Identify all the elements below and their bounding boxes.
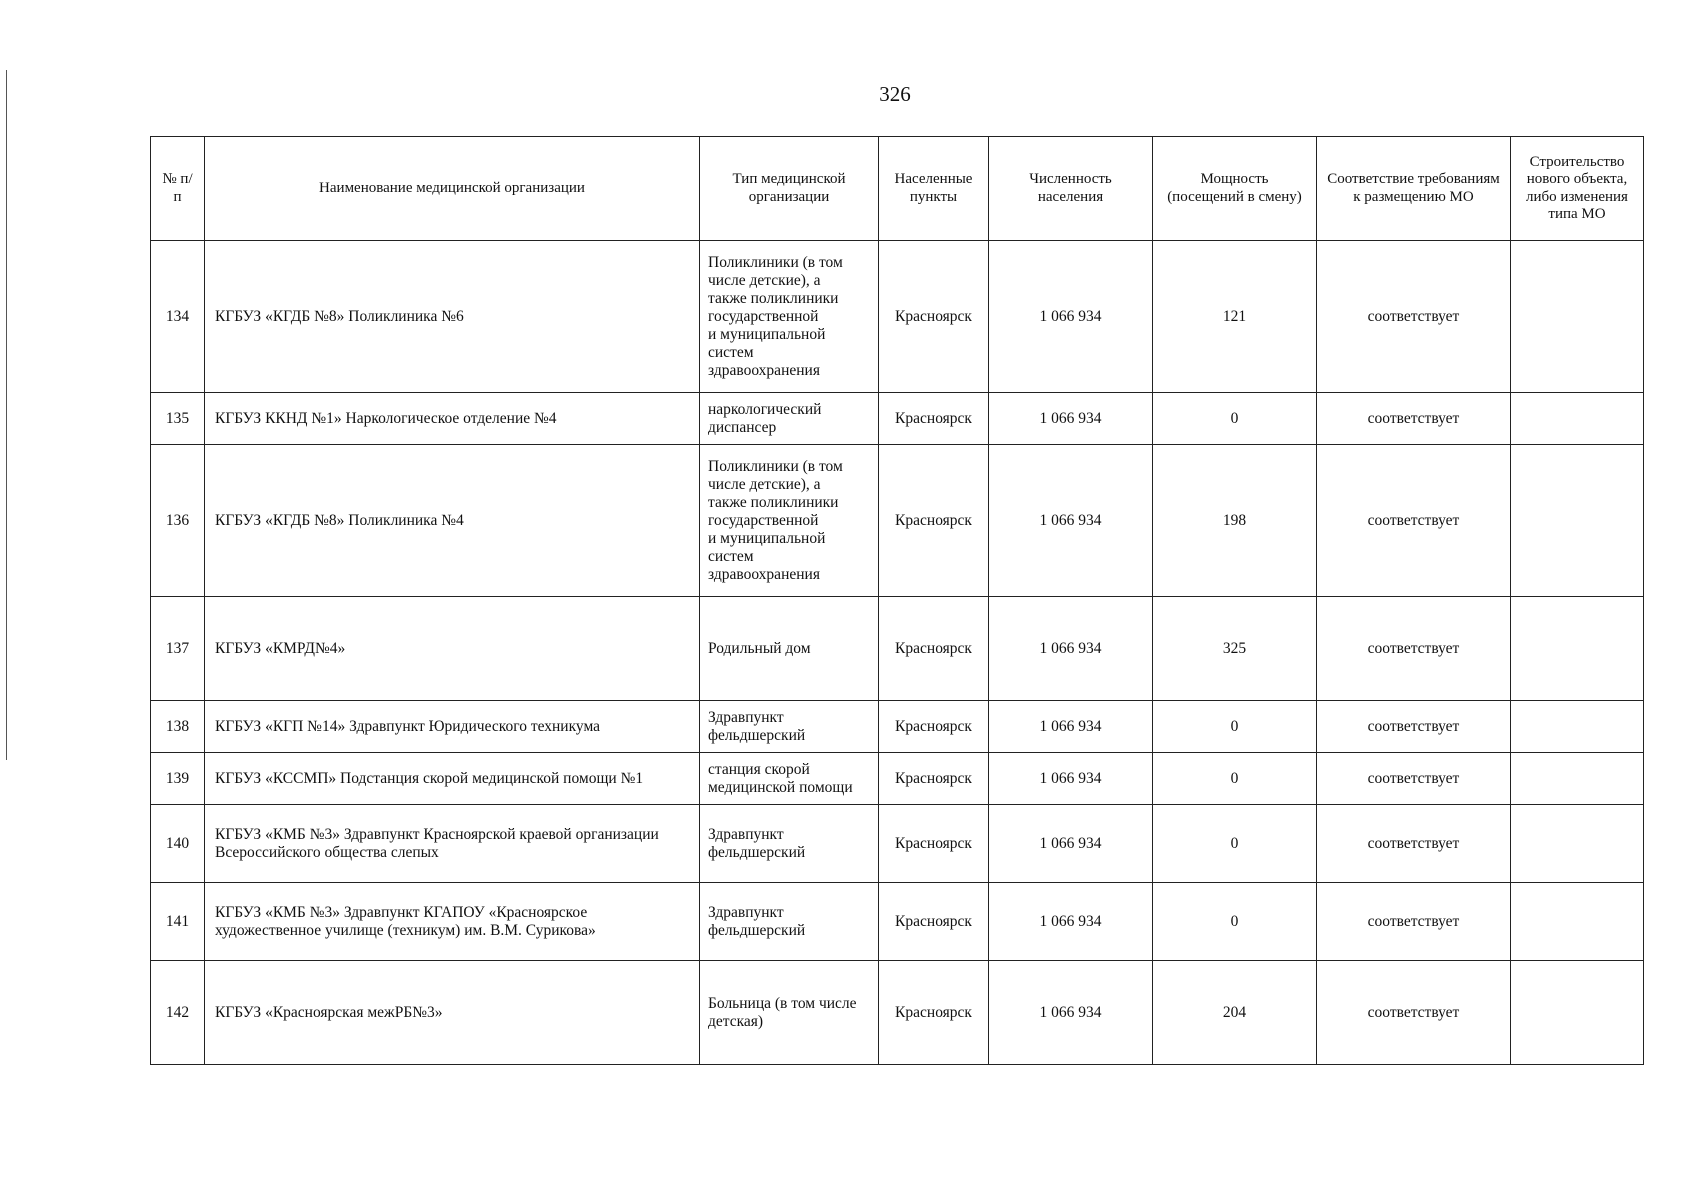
organization-type	[700, 393, 879, 445]
organization-type-line: фельдшерский	[708, 843, 806, 861]
header-name: Наименование медицинской организации	[205, 137, 700, 241]
organization-name: КГБУЗ «КССМП» Подстанция скорой медицинской помощи №1	[205, 753, 700, 805]
organization-type-line: Родильный дом	[708, 639, 811, 657]
table-row	[151, 241, 1644, 393]
header-row	[151, 137, 1644, 241]
organization-type	[700, 241, 879, 393]
settlement: Красноярск	[879, 805, 989, 883]
compliance: соответствует	[1317, 805, 1511, 883]
row-number: 139	[151, 753, 205, 805]
construction	[1511, 393, 1644, 445]
capacity: 325	[1153, 597, 1317, 701]
organization-name: КГБУЗ «КМБ №3» Здравпункт Красноярской краевой организации Всероссийского общества слепых	[205, 805, 700, 883]
table-row	[151, 701, 1644, 753]
organization-type-line: Поликлиники (в том	[708, 457, 843, 475]
construction	[1511, 753, 1644, 805]
row-number: 141	[151, 883, 205, 961]
organization-type-line: Здравпункт	[708, 708, 784, 726]
organization-type	[700, 445, 879, 597]
organization-name: КГБУЗ «КГДБ №8» Поликлиника №4	[205, 445, 700, 597]
population: 1 066 934	[989, 883, 1153, 961]
header-settlements: Населенные пункты	[879, 137, 989, 241]
table-row	[151, 805, 1644, 883]
organization-type-line: детская)	[708, 1012, 764, 1030]
population: 1 066 934	[989, 753, 1153, 805]
organization-type-line: и муниципальной	[708, 325, 826, 343]
construction	[1511, 241, 1644, 393]
capacity: 121	[1153, 241, 1317, 393]
compliance: соответствует	[1317, 241, 1511, 393]
organization-type-line: Здравпункт	[708, 825, 784, 843]
row-number: 137	[151, 597, 205, 701]
row-number: 138	[151, 701, 205, 753]
organization-type-line: Больница (в том числе	[708, 994, 857, 1012]
organization-type-line: наркологический	[708, 400, 822, 418]
organization-type-line: числе детские), а	[708, 475, 821, 493]
organization-type-line: станция скорой	[708, 760, 810, 778]
construction	[1511, 701, 1644, 753]
organization-type-line: числе детские), а	[708, 271, 821, 289]
settlement: Красноярск	[879, 445, 989, 597]
organization-name: КГБУЗ «КГП №14» Здравпункт Юридического техникума	[205, 701, 700, 753]
organization-type	[700, 805, 879, 883]
settlement: Красноярск	[879, 393, 989, 445]
construction	[1511, 805, 1644, 883]
header-type: Тип медицинской организации	[700, 137, 879, 241]
compliance: соответствует	[1317, 961, 1511, 1065]
header-population: Численность населения	[989, 137, 1153, 241]
organization-type-line: медицинской помощи	[708, 778, 853, 796]
capacity: 0	[1153, 753, 1317, 805]
organization-name: КГБУЗ «КМРД№4»	[205, 597, 700, 701]
row-number: 134	[151, 241, 205, 393]
organization-type-line: государственной	[708, 511, 819, 529]
organization-type	[700, 753, 879, 805]
compliance: соответствует	[1317, 445, 1511, 597]
compliance: соответствует	[1317, 597, 1511, 701]
compliance: соответствует	[1317, 393, 1511, 445]
organization-type-line: фельдшерский	[708, 921, 806, 939]
row-number: 136	[151, 445, 205, 597]
settlement: Красноярск	[879, 961, 989, 1065]
organization-type-line: здравоохранения	[708, 361, 820, 379]
organization-type-line: и муниципальной	[708, 529, 826, 547]
organization-name: КГБУЗ «КМБ №3» Здравпункт КГАПОУ «Красноярское художественное училище (техникум) им. В.М. Сурикова»	[205, 883, 700, 961]
construction	[1511, 883, 1644, 961]
settlement: Красноярск	[879, 753, 989, 805]
settlement: Красноярск	[879, 597, 989, 701]
table-row	[151, 393, 1644, 445]
capacity: 0	[1153, 701, 1317, 753]
row-number: 140	[151, 805, 205, 883]
table-row	[151, 883, 1644, 961]
header-construction: Строительство нового объекта, либо изменения типа МО	[1511, 137, 1644, 241]
capacity: 0	[1153, 393, 1317, 445]
organization-type-line: здравоохранения	[708, 565, 820, 583]
organization-name: КГБУЗ «Красноярская межРБ№3»	[205, 961, 700, 1065]
table-row	[151, 597, 1644, 701]
capacity: 198	[1153, 445, 1317, 597]
header-capacity: Мощность (посещений в смену)	[1153, 137, 1317, 241]
organization-type	[700, 701, 879, 753]
organization-type	[700, 883, 879, 961]
population: 1 066 934	[989, 241, 1153, 393]
organization-type-line: государственной	[708, 307, 819, 325]
organization-type-line: также поликлиники	[708, 493, 839, 511]
table-row	[151, 753, 1644, 805]
page-number: 326	[879, 82, 911, 106]
header-compliance: Соответствие требованиям к размещению МО	[1317, 137, 1511, 241]
row-number: 135	[151, 393, 205, 445]
organization-type-line: Поликлиники (в том	[708, 253, 843, 271]
organization-type	[700, 597, 879, 701]
margin-line	[6, 70, 7, 760]
capacity: 0	[1153, 805, 1317, 883]
organization-type	[700, 961, 879, 1065]
compliance: соответствует	[1317, 701, 1511, 753]
population: 1 066 934	[989, 597, 1153, 701]
organization-name: КГБУЗ «КГДБ №8» Поликлиника №6	[205, 241, 700, 393]
population: 1 066 934	[989, 393, 1153, 445]
construction	[1511, 961, 1644, 1065]
construction	[1511, 597, 1644, 701]
construction	[1511, 445, 1644, 597]
compliance: соответствует	[1317, 753, 1511, 805]
population: 1 066 934	[989, 701, 1153, 753]
organization-type-line: систем	[708, 343, 754, 361]
capacity: 204	[1153, 961, 1317, 1065]
population: 1 066 934	[989, 445, 1153, 597]
organization-name: КГБУЗ ККНД №1» Наркологическое отделение №4	[205, 393, 700, 445]
population: 1 066 934	[989, 961, 1153, 1065]
organization-type-line: систем	[708, 547, 754, 565]
organization-type-line: диспансер	[708, 418, 777, 436]
compliance: соответствует	[1317, 883, 1511, 961]
table-row	[151, 445, 1644, 597]
facilities-table	[150, 136, 1644, 1065]
header-num: № п/п	[151, 137, 205, 241]
organization-type-line: также поликлиники	[708, 289, 839, 307]
table-row	[151, 961, 1644, 1065]
row-number: 142	[151, 961, 205, 1065]
population: 1 066 934	[989, 805, 1153, 883]
settlement: Красноярск	[879, 883, 989, 961]
organization-type-line: фельдшерский	[708, 726, 806, 744]
table-body	[151, 241, 1644, 1065]
settlement: Красноярск	[879, 241, 989, 393]
settlement: Красноярск	[879, 701, 989, 753]
capacity: 0	[1153, 883, 1317, 961]
organization-type-line: Здравпункт	[708, 903, 784, 921]
